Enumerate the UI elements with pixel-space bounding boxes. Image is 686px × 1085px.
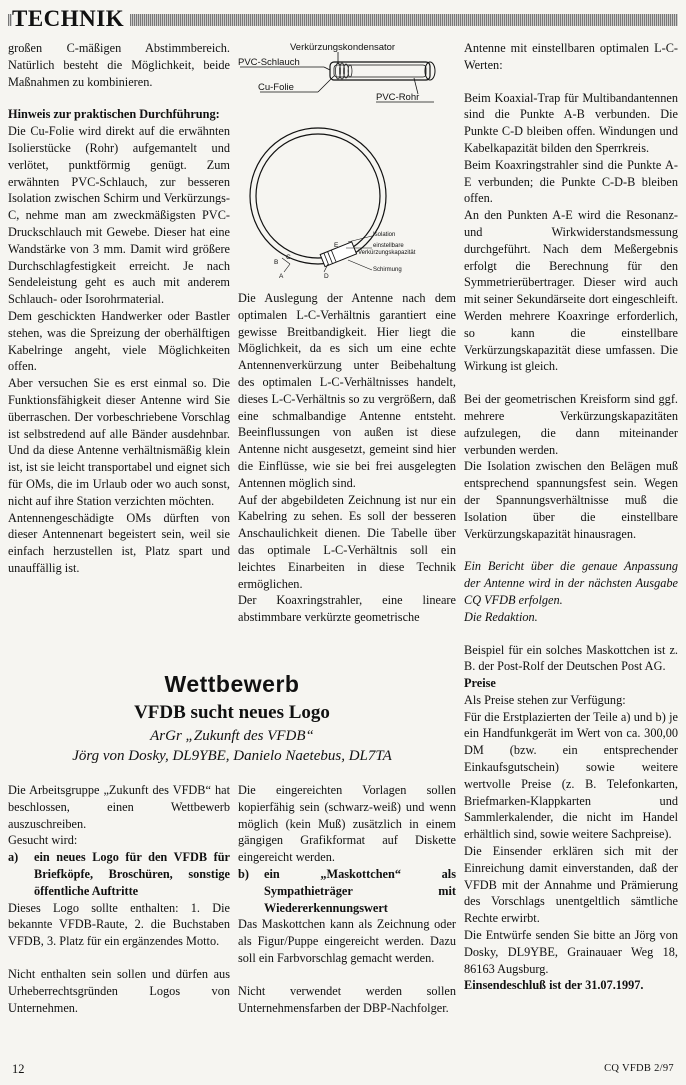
antenna-diagram bbox=[238, 38, 458, 286]
paragraph: Beim Koaxial-Trap für Multibandantennen sind die Punkte A-B verbunden. Die Punkte C-D bleiben offen. Windungen und Kabelkapazität bilden den Sperrkreis. bbox=[464, 90, 678, 155]
label-adjustable: einstellbare bbox=[373, 243, 404, 249]
point-c: C bbox=[286, 254, 291, 261]
contest-column-middle bbox=[238, 782, 456, 1016]
deadline: Einsendeschluß ist der 31.07.1997. bbox=[464, 978, 644, 993]
list-text: ein neues Logo für den VFDB für Briefköpfe, Broschüren, sonstige öffentliche Auftritte bbox=[34, 850, 230, 898]
paragraph: Nicht verwendet werden sollen Unternehmensfarben der DBP-Nachfolger. bbox=[238, 983, 456, 1015]
list-item-b bbox=[238, 866, 456, 916]
point-d: D bbox=[324, 273, 329, 280]
contest-authors: Jörg von Dosky, DL9YBE, Danielo Naetebus, DL7TA bbox=[72, 748, 392, 764]
label-insulation: Isolation bbox=[373, 232, 396, 238]
label-pvc-pipe: PVC-Rohr bbox=[376, 92, 420, 103]
column-middle bbox=[238, 290, 456, 626]
column-right bbox=[464, 40, 678, 994]
paragraph: Aber versuchen Sie es erst einmal so. Die Funktionsfähigkeit dieser Antenne wird Sie überraschen. Der vorbeschriebene Vorschlag ist selbstredend auf alle Bänder ausdehnbar. Und da diese Antenne verhältnismäßig klein ist, ist sie leicht transportabel und eignet sich für OMs, die im Urlaub oder wo auch sonst, nicht auf ihre Station verzichten möchten. bbox=[8, 376, 230, 508]
contest-title: Wettbewerb bbox=[164, 671, 300, 697]
contest-group: ArGr „Zukunft des VFDB“ bbox=[150, 728, 314, 744]
paragraph: Als Preise stehen zur Verfügung: bbox=[464, 692, 626, 707]
paragraph: Die Einsender erklären sich mit der Einreichung damit einverstanden, daß der VFDB mit der Annahme und Prämierung des Vorschlags unentgeltlich sämtliche Rechte erwirbt. bbox=[464, 844, 678, 926]
paragraph: Beim Koaxringstrahler sind die Punkte A-E verbunden; die Punkte C-D-B bleiben offen. bbox=[464, 157, 678, 206]
paragraph: Der Koaxringstrahler, eine lineare abstimmbare verkürzte geometrische bbox=[238, 593, 456, 625]
paragraph: Die eingereichten Vorlagen sollen kopierfähig sein (schwarz-weiß) und wenn möglich (kein Muß) zusätzlich in einem gängigen Grafikformat auf Diskette eingereicht werden. bbox=[238, 783, 456, 865]
list-marker: a) bbox=[8, 850, 19, 865]
label-capacitor: Verkürzungskondensator bbox=[290, 42, 396, 53]
column-left bbox=[8, 40, 230, 577]
page-number: 12 bbox=[12, 1062, 25, 1076]
paragraph: Antenne mit einstellbaren optimalen L-C-Werten: bbox=[464, 41, 678, 72]
paragraph: Beispiel für ein solches Maskottchen ist z. B. der Post-Rolf der Deutschen Post AG. bbox=[464, 642, 678, 674]
list-marker: b) bbox=[238, 866, 249, 881]
paragraph: Bei der geometrischen Kreisform sind ggf. mehrere Verkürzungskapazitäten aufzulegen, die dann miteinander verbunden werden. bbox=[464, 392, 678, 457]
magazine-issue: CQ VFDB 2/97 bbox=[604, 1063, 674, 1074]
paragraph: Nicht enthalten sein sollen und dürfen aus Urheberrechtsgründen Logos von Unternehmen. bbox=[8, 966, 230, 1015]
paragraph: Dem geschickten Handwerker oder Bastler stehen, was die Spreizung der oberhälftigen Kabelringe angeht, viele Möglichkeiten offen. bbox=[8, 308, 230, 374]
label-pvc-hose: PVC-Schlauch bbox=[238, 57, 300, 68]
subheading-prizes: Preise bbox=[464, 676, 496, 691]
point-e: E bbox=[334, 242, 339, 249]
paragraph: An den Punkten A-E wird die Resonanz- und Wirkwiderstandsmessung durchgeführt. Nach dem Meßergebnis erfolgt die Berechnung für den Symmetrierübertrager. Dieser wird auch mit seiner Sekundärseite dort eingeschleift. Werden mehrere Koaxringe erforderlich, so kann die einstellbare Verkürzungskapazität diese umfassen. Die Wirkung ist gleich. bbox=[464, 208, 678, 374]
editorial-note: Ein Bericht über die genaue Anpassung der Antenne wird in der nächsten Ausgabe CQ VFDB erfolgen. bbox=[464, 559, 678, 607]
paragraph: Die Auslegung der Antenne nach dem optimalen L-C-Verhältnis garantiert eine gewisse Breitbandigkeit. Hier liegt die Möglichkeit, da es sich um eine echte Antennenverkürzung unter Beibehaltung des optimalen L-C-Verhältnisses handelt, dieses L-C-Verhältnis so zu vergrößern, daß eine schmalbandige Antenne entsteht. Beeinflussungen von außen ist diese Antenne nicht ausgesetzt, gemeint sind hier die Einflüsse, wie sie bei frei ausgelegten Antennen möglich sind. bbox=[238, 291, 456, 490]
paragraph: Dieses Logo sollte enthalten: 1. Die bekannte VFDB-Raute, 2. die Buchstaben VFDB, 3. Platz für ein ergänzendes Motto. bbox=[8, 900, 230, 949]
antenna-drawing bbox=[238, 38, 458, 286]
section-title: TECHNIK bbox=[12, 6, 130, 32]
paragraph: großen C-mäßigen Abstimmbereich. Natürlich besteht die Möglichkeit, beide Maßnahmen zu kombinieren. bbox=[8, 41, 230, 89]
label-capacitance: Verkürzungskapazität bbox=[358, 250, 416, 256]
point-b: B bbox=[274, 259, 279, 266]
label-shield: Schirmung bbox=[373, 267, 402, 273]
paragraph: Für die Erstplazierten der Teile a) und b) je ein Handfunkgerät im Wert von ca. 300,00 DM (bzw. ein entsprechender Einkaufsgutschein) sowie weitere wertvolle Preise (z. B. Telefonkarten, Briefmarken-Klappkarten und Sammlerkalender, die nicht im Handel erhältlich sind, sowie weitere Sachpreise). bbox=[464, 709, 678, 842]
list-text: ein „Maskottchen“ als Sympathieträger mit Wiedererkennungswert bbox=[264, 866, 456, 915]
paragraph: Die Arbeitsgruppe „Zukunft des VFDB“ hat beschlossen, einen Wettbewerb auszuschreiben. bbox=[8, 783, 230, 831]
contest-heading bbox=[8, 668, 456, 766]
contest-subtitle: VFDB sucht neues Logo bbox=[134, 702, 330, 723]
paragraph: Die Isolation zwischen den Belägen muß entsprechend spannungsfest sein. Wegen der Spannungsverhältnisse muß die Isolation über die einstellbare Verkürzungskapazität hinausragen. bbox=[464, 459, 678, 541]
paragraph: Auf der abgebildeten Zeichnung ist nur ein Kabelring zu sehen. Es soll der besseren Anschaulichkeit dienen. Die Tabelle über das optimale L-C-Verhältnis soll ein leichtes Einarbeiten in diese Technik ermöglichen. bbox=[238, 492, 456, 591]
point-a: A bbox=[279, 273, 284, 280]
contest-column-left bbox=[8, 782, 230, 1016]
paragraph: Die Cu-Folie wird direkt auf die erwähnten Isolierstücke (Rohr) aufgemantelt und verlötet, punktförmig genügt. Zum erwähnten PVC-Schlauch, zur besseren Isolation zwischen Schirm und Verkürzungs-C, nehme man am zweckmäßigsten PVC-Druckschlauch mit Gewebe. Dieser hat eine Wandstärke von 3 mm. Damit wird größere Durchschlagfestigkeit erreicht. Je nach Sendeleistung geht es auch mit anderem Schlauch- oder Isorohrmaterial. bbox=[8, 124, 230, 307]
label-cu-foil: Cu-Folie bbox=[258, 82, 294, 93]
editorial-signature: Die Redaktion. bbox=[464, 609, 538, 624]
subheading: Hinweis zur praktischen Durchführung: bbox=[8, 107, 220, 122]
list-item-a bbox=[8, 849, 230, 899]
paragraph: Die Entwürfe senden Sie bitte an Jörg von Dosky, DL9YBE, Grainauaer Weg 18, 86163 Augsburg. bbox=[464, 928, 678, 976]
section-header bbox=[8, 6, 678, 32]
paragraph: Gesucht wird: bbox=[8, 833, 78, 848]
paragraph: Das Maskottchen kann als Zeichnung oder als Figur/Puppe eingereicht werden. Dazu soll ein Farbvorschlag gemacht werden. bbox=[238, 917, 456, 965]
paragraph: Antennengeschädigte OMs dürften von dieser Antennenart begeistert sein, weil sie einfach herzustellen ist, Platz spart und unauffällig ist. bbox=[8, 510, 230, 575]
